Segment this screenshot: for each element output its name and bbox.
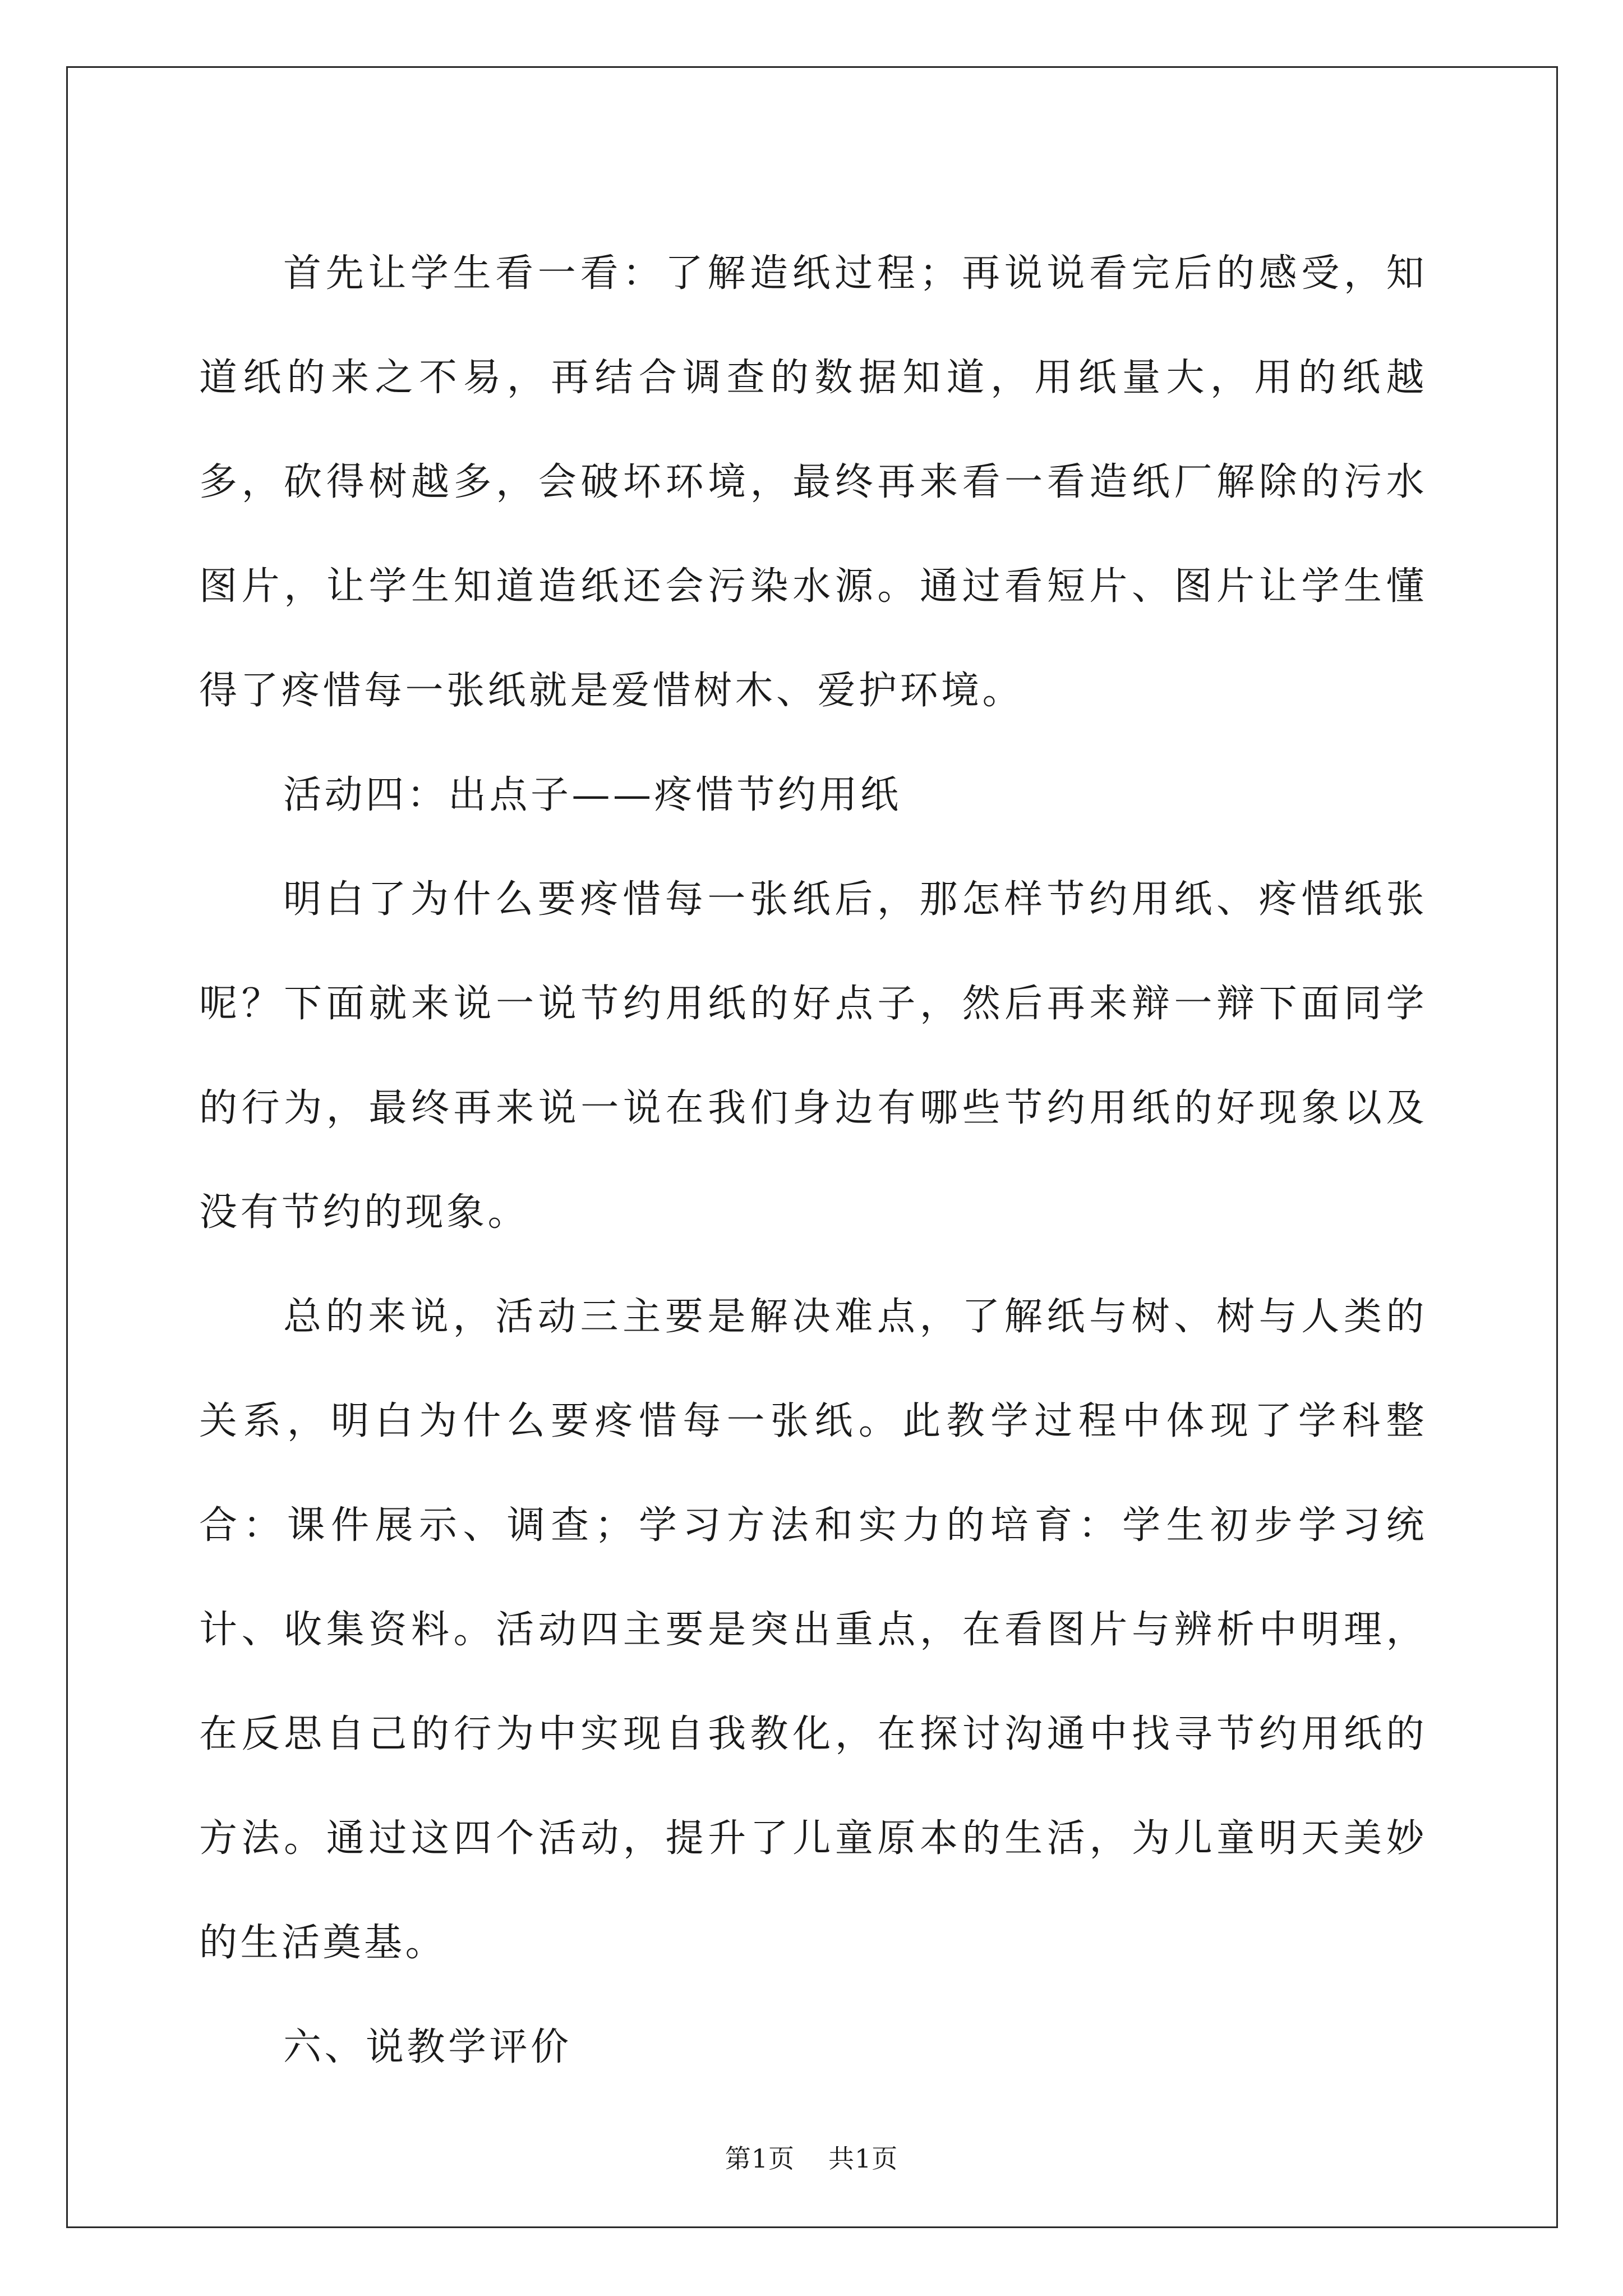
paragraph-summary: 总的来说，活动三主要是解决难点，了解纸与树、树与人类的关系，明白为什么要疼惜每一张纸。此教学过程中体现了学科整合：课件展示、调查；学习方法和实力的培育：学生初步学习统计、收集资料。活动四主要是突出重点，在看图片与辨析中明理，在反思自己的行为中实现自我教化，在探讨沟通中找寻节约用纸的方法。通过这四个活动，提升了儿童原本的生活，为儿童明天美妙的生活奠基。 — [199, 1295, 1427, 1965]
page-number: 第1页 — [725, 2143, 795, 2174]
activity-four-heading: 活动四：出点子——疼惜节约用纸 — [283, 773, 902, 817]
page-footer — [0, 2142, 1623, 2175]
paragraph-activity-four: 明白了为什么要疼惜每一张纸后，那怎样节约用纸、疼惜纸张呢？下面就来说一说节约用纸的好点子，然后再来辩一辩下面同学的行为，最终再来说一说在我们身边有哪些节约用纸的好现象以及没有节约的现象。 — [199, 877, 1427, 1235]
page-total: 共1页 — [828, 2143, 898, 2174]
document-body — [199, 222, 1427, 2100]
section-heading-evaluation: 六、说教学评价 — [283, 2025, 572, 2069]
paragraph-intro: 首先让学生看一看：了解造纸过程；再说说看完后的感受，知道纸的来之不易，再结合调查的数据知道，用纸量大，用的纸越多，砍得树越多，会破坏环境，最终再来看一看造纸厂解除的污水图片，让学生知道造纸还会污染水源。通过看短片、图片让学生懂得了疼惜每一张纸就是爱惜树木、爱护环境。 — [199, 251, 1427, 713]
